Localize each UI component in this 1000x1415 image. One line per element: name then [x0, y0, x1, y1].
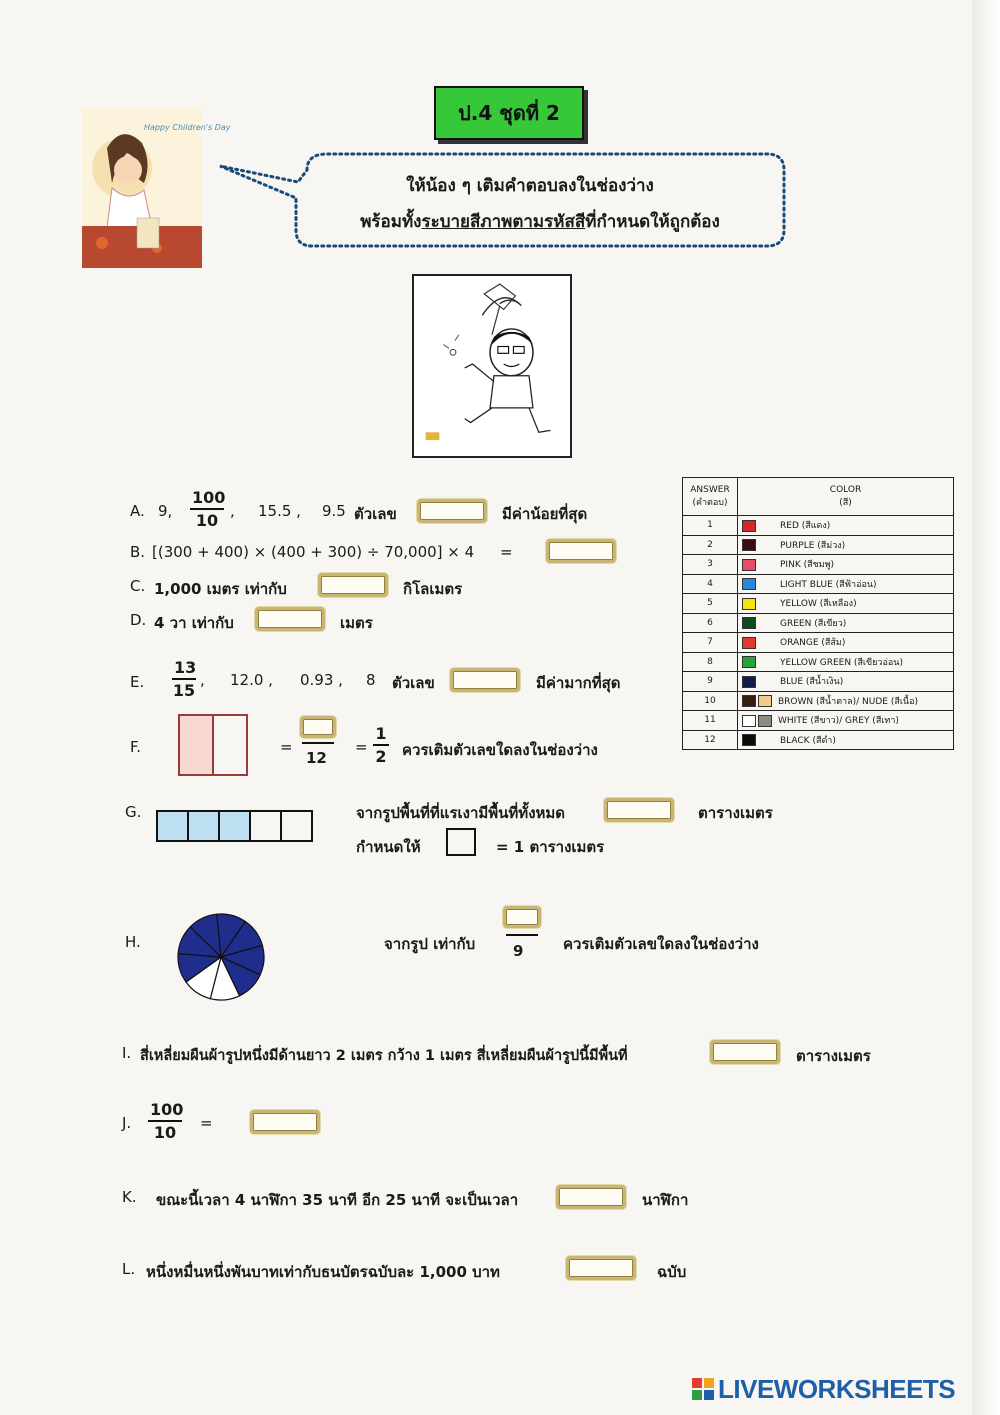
answer-box-e[interactable] — [450, 668, 520, 692]
color-swatch — [742, 676, 756, 688]
color-label: GREEN (สีเขียว) — [780, 618, 847, 629]
color-cell — [738, 652, 954, 672]
question-h-fraction-bar — [506, 934, 538, 936]
color-swatch — [742, 656, 756, 668]
answer-number: 1 — [683, 516, 738, 536]
question-c-text: 1,000 เมตร เท่ากับ — [154, 580, 287, 598]
color-label: YELLOW (สีเหลือง) — [780, 599, 857, 610]
color-swatch — [742, 734, 756, 746]
color-swatch — [742, 520, 756, 532]
answer-box-d[interactable] — [255, 607, 325, 631]
answer-box-c[interactable] — [318, 573, 388, 597]
question-f-denominator-12: 12 — [306, 749, 327, 767]
question-e-suffix: มีค่ามากที่สุด — [536, 674, 621, 692]
question-g-suffix: ตารางเมตร — [698, 804, 773, 822]
color-swatch — [742, 598, 756, 610]
color-table-row — [683, 574, 954, 594]
color-code-table — [682, 477, 954, 750]
question-a-suffix: มีค่าน้อยที่สุด — [502, 505, 588, 523]
grid-square-empty — [280, 810, 313, 842]
instruction-line-1: ให้น้อง ๆ เติมคำตอบลงในช่องว่าง — [406, 176, 654, 196]
instruction-line-2: พร้อมทั้งระบายสีภาพตามรหัสสีที่กำหนดให้ถูกต้อง — [360, 212, 720, 232]
answer-box-g[interactable] — [604, 798, 674, 822]
color-cell — [738, 594, 954, 614]
question-a-number-9-5: 9.5 — [322, 502, 346, 520]
color-cell — [738, 691, 954, 711]
question-h-text: จากรูป เท่ากับ — [384, 935, 476, 953]
color-table-row — [683, 613, 954, 633]
question-l-label: L. — [122, 1260, 136, 1278]
color-table-row — [683, 652, 954, 672]
question-h-suffix: ควรเติมตัวเลขใดลงในช่องว่าง — [563, 935, 759, 953]
answer-number: 10 — [683, 691, 738, 711]
answer-box-b[interactable] — [546, 539, 616, 563]
answer-box-f[interactable] — [300, 716, 336, 738]
question-g-given: กำหนดให้ — [356, 838, 421, 856]
color-cell — [738, 535, 954, 555]
question-f-text: ควรเติมตัวเลขใดลงในช่องว่าง — [402, 741, 598, 759]
color-label: PURPLE (สีม่วง) — [780, 540, 846, 551]
liveworksheets-logo-icon — [692, 1378, 714, 1400]
color-swatch — [742, 715, 756, 727]
question-k-suffix: นาฬิกา — [642, 1191, 689, 1209]
question-b-equals: = — [500, 543, 513, 561]
answer-box-i[interactable] — [710, 1040, 780, 1064]
question-b-label: B. — [130, 543, 146, 561]
color-label: RED (สีแดง) — [780, 521, 831, 532]
color-cell — [738, 672, 954, 692]
question-e-number-12: 12.0 , — [230, 671, 273, 689]
answer-number: 12 — [683, 730, 738, 750]
color-cell — [738, 633, 954, 653]
color-swatch — [742, 695, 756, 707]
color-cell — [738, 613, 954, 633]
grid-square-shaded — [218, 810, 251, 842]
question-k-label: K. — [122, 1188, 137, 1206]
question-g-unit-text: = 1 ตารางเมตร — [496, 838, 605, 856]
color-table-row — [683, 516, 954, 536]
question-e-label: E. — [130, 673, 145, 691]
answer-box-l[interactable] — [566, 1256, 636, 1280]
color-table-row — [683, 535, 954, 555]
color-swatch — [742, 559, 756, 571]
answer-number: 2 — [683, 535, 738, 555]
grid-square-shaded — [187, 810, 220, 842]
area-grid — [158, 810, 313, 842]
grid-square-shaded — [156, 810, 189, 842]
color-cell — [738, 516, 954, 536]
question-a-comma: , — [230, 502, 235, 520]
question-e-comma: , — [200, 671, 205, 689]
question-i-text: สี่เหลี่ยมผืนผ้ารูปหนึ่งมีด้านยาว 2 เมตร กว้าง 1 เมตร สี่เหลี่ยมผืนผ้ารูปนี้มีพื้นที่ — [140, 1048, 628, 1064]
color-swatch — [758, 715, 772, 727]
color-cell — [738, 730, 954, 750]
answer-number: 7 — [683, 633, 738, 653]
question-e-text: ตัวเลข — [392, 674, 435, 692]
question-c-label: C. — [130, 577, 146, 595]
question-f-label: F. — [130, 738, 141, 756]
color-swatch — [742, 637, 756, 649]
question-c-suffix: กิโลเมตร — [403, 580, 463, 598]
answer-box-j[interactable] — [250, 1110, 320, 1134]
question-i-suffix: ตารางเมตร — [796, 1047, 871, 1065]
page-title: ป.4 ชุดที่ 2 — [434, 86, 584, 140]
color-table-row — [683, 691, 954, 711]
color-label: PINK (สีชมพู) — [780, 560, 835, 571]
answer-number: 3 — [683, 555, 738, 575]
question-g-text: จากรูปพื้นที่ที่แรเงามีพื้นที่ทั้งหมด — [356, 804, 566, 822]
question-l-suffix: ฉบับ — [657, 1263, 687, 1281]
color-table-row — [683, 555, 954, 575]
page-edge — [972, 0, 1000, 1415]
question-a-number-9: 9, — [158, 502, 173, 520]
color-label: YELLOW GREEN (สีเขียวอ่อน) — [780, 657, 903, 668]
question-a-number-15-5: 15.5 , — [258, 502, 301, 520]
color-label: WHITE (สีขาว)/ GREY (สีเทา) — [778, 716, 899, 727]
childrens-day-picture — [82, 108, 231, 268]
color-swatch — [742, 617, 756, 629]
answer-number: 5 — [683, 594, 738, 614]
question-e-number-8: 8 — [366, 671, 376, 689]
color-label: BROWN (สีน้ำตาล)/ NUDE (สีเนื้อ) — [778, 696, 918, 707]
question-e-fraction: $\frac{13}{15}$ — [172, 658, 197, 700]
question-g-label: G. — [125, 803, 142, 821]
unit-square — [446, 828, 476, 856]
color-label: ORANGE (สีส้ม) — [780, 638, 846, 649]
question-a-text: ตัวเลข — [354, 505, 397, 523]
question-j-equals: = — [200, 1114, 213, 1132]
question-j-fraction: $\frac{100}{10}$ — [150, 1100, 184, 1142]
question-h-denominator-9: 9 — [513, 942, 524, 960]
question-f-one-half: $\frac{1}{2}$ — [373, 724, 389, 766]
question-i-label: I. — [122, 1044, 132, 1062]
question-f-fraction-bar — [302, 742, 334, 744]
answer-number: 4 — [683, 574, 738, 594]
answer-box-a[interactable] — [417, 499, 487, 523]
question-a-fraction: $\frac{100}{10}$ — [192, 488, 226, 530]
color-label: LIGHT BLUE (สีฟ้าอ่อน) — [780, 579, 877, 590]
color-label: BLACK (สีดำ) — [780, 735, 836, 746]
kid-caption: Happy Children's Day — [144, 123, 231, 132]
speech-bubble — [212, 148, 792, 258]
color-column-header: COLOR (สี) — [738, 478, 954, 516]
answer-box-k[interactable] — [556, 1185, 626, 1209]
question-b-expression: [(300 + 400) × (400 + 300) ÷ 70,000] × 4 — [152, 543, 475, 561]
color-swatch — [758, 695, 772, 707]
color-label: BLUE (สีน้ำเงิน) — [780, 677, 844, 688]
cartoon-picture — [412, 274, 572, 458]
color-table-row — [683, 594, 954, 614]
question-l-text: หนึ่งหมื่นหนึ่งพันบาทเท่ากับธนบัตรฉบับละ 1,000 บาท — [146, 1263, 500, 1281]
color-swatch — [742, 539, 756, 551]
answer-number: 6 — [683, 613, 738, 633]
question-d-label: D. — [130, 611, 147, 629]
answer-box-h[interactable] — [503, 906, 541, 928]
question-f-equals-1: = — [280, 738, 293, 756]
question-e-number-0-93: 0.93 , — [300, 671, 343, 689]
liveworksheets-watermark: LIVEWORKSHEETS — [718, 1374, 956, 1404]
question-k-text: ขณะนี้เวลา 4 นาฬิกา 35 นาที อีก 25 นาที จะเป็นเวลา — [156, 1191, 519, 1209]
answer-column-header: ANSWER (คำตอบ) — [683, 478, 738, 516]
color-table-row — [683, 711, 954, 731]
color-table-row — [683, 633, 954, 653]
color-cell — [738, 711, 954, 731]
color-cell — [738, 555, 954, 575]
color-swatch — [742, 578, 756, 590]
half-shaded-rectangle — [178, 714, 248, 776]
color-cell — [738, 574, 954, 594]
grid-square-empty — [249, 810, 282, 842]
question-d-text: 4 วา เท่ากับ — [154, 614, 234, 632]
pie-fraction-chart — [176, 912, 266, 1002]
question-f-equals-2: = — [355, 738, 368, 756]
answer-number: 8 — [683, 652, 738, 672]
question-h-label: H. — [125, 933, 141, 951]
question-d-suffix: เมตร — [340, 614, 373, 632]
color-table-row — [683, 672, 954, 692]
answer-number: 11 — [683, 711, 738, 731]
question-a-label: A. — [130, 502, 145, 520]
question-j-label: J. — [122, 1114, 132, 1132]
color-table-row — [683, 730, 954, 750]
answer-number: 9 — [683, 672, 738, 692]
